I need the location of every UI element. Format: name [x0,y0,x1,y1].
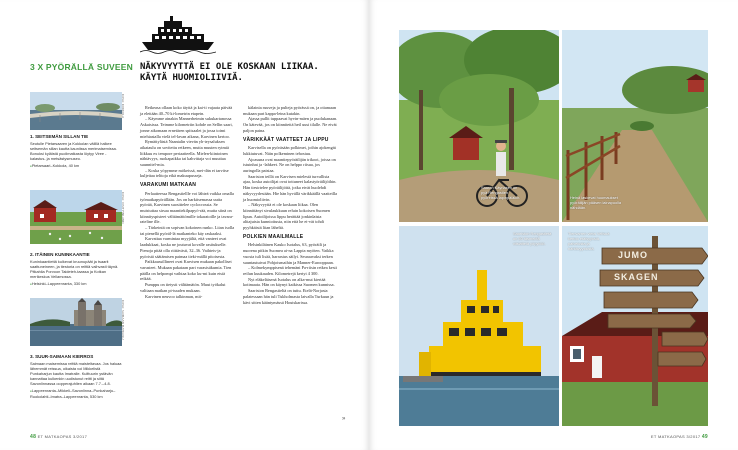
paragraph: Rymättylästä Naantalin vievän yh-teysaluksen aikataulu on sovitettu retkeen, mutta muuten rytmiä liikkuu ex tempore periaatteella. Mielen-kiintoinen nähtävyys, ruokapaikka tai kahvittaja voi muuttaa suunnitel-mia. [140,139,229,168]
cyclist-photo [399,30,559,222]
photo-caption: Saariston Rengastietä on 50 täsmektä viisiattelä yöpyköö. [513,231,552,246]
red-houses-photo [30,190,122,244]
fence-path-photo [562,30,708,222]
photo-credit-2: KUVA: VISIT FINLAND [121,192,125,224]
paragraph: Nyt eläkeläisenä Isotalus on alka-mut kiertää kotimaata. Hän on käynyt kaikissa Suomen kunnissa. [243,276,335,288]
sign-text: JUMO [618,250,649,260]
paragraph: – Kolmekymppisenä tehemäni Pa-riisin retkea kesti reilun kuukauden. Kilometrejä kertyi 4 300. [243,265,337,276]
route-title: 3. SUUR-SAIMAAN KIERROS [30,354,94,359]
route-description: Kuninkaantiettä kulkevat kruunupäät ja tsaarit saattuneineen, ja tiestoria on reittiä vaihvasti täynä. Pitkahlia Porvoon Taideteh-taassa ja Kotkan merikeskus Vellamossa. [30,258,119,279]
photo-credit-1: KUVA: KOKKOLA [121,94,125,118]
continue-mark: » [342,416,346,422]
bridge-photo [30,92,122,130]
paragraph: Paikkaussillineet ovat Karvisen mukaan pakolliset varusteet. Mukaan pakataan part varasisäkumia. Tien päälla on helpompi vaihtaa koko ku-mi kuin etsiä reikää. [140,259,232,282]
publication-name: ET MATKAOPAS 3/2017 [37,434,88,439]
paragraph: Saariston Rengastieltä on tuttu. Etelä-Norjasta palatessaan hän tuli Tukholmasta laivalla Turkuun ja kävi sitten kääntymässä Houtskarissa. [243,288,334,305]
paragraph: Karvisella on pyöräsään polkimet, joihin ajokengät lukkiutuvat. Näin polkeminen tehostuu. [243,145,336,156]
paragraph: Pumppu on tietysti välttämätön. Muut työkalut valitaan matkan pi-tuuden mukaan. [140,282,226,293]
footer-left [30,434,87,440]
route-distance: ● Helsinki–Lappeenranta, 330 km [30,281,122,287]
route-item-1 [30,134,122,169]
section-heading: POLKIEN MAAILMALLE [243,233,304,240]
article-headline: NÄKYVYYTTÄ EI OLE KOSKAAN LIIKAA. KÄYTÄ HUOMIOLIIVIÄ. [140,62,319,83]
page-number: 49 [701,434,708,440]
publication-name: ET MATKAOPAS 3/2017 [650,434,701,439]
article-column-2 [243,105,338,305]
paragraph: Karvinen neuvoo talkinman, mit- [145,293,203,299]
photo-caption: Tienvarren vieta Velisuä kertoo etäisyyksiä, palvelusta ja nähtävyyksistä. [568,231,610,251]
route-item-3 [30,354,122,399]
footer-right [651,434,708,440]
photo-caption: Saaren Käyriasen on pyä Rengastien pyöreissä lapinpäläkin. [481,185,521,200]
paragraph: Ajassa pullit tuppaavat hyvin-mäen ja puolukanaan. On kätevää, jos on kiinnitettä hetl uusi tilalle. Ne eivät paljon paina. [243,116,338,133]
page-number: 48 [30,434,37,440]
paragraph: – Näkyvyyttä ei ole koskaan liikaa. Olen kiinnittänyt sivulaukkuun reluin kokoisen Suomen lipun. Autoilijoissa lippu herättää jonkinlaista alitajuista kunnioitusta, niin että he ei-vät tohdi pyyhkäistä liian läheltä. [243,202,330,231]
paragraph: – Koska yöpymme mökeissä, mei-dän ei tarvitse kuljettaa telttoja eikä makuupusseja. [140,167,229,179]
paragraph: Karvattaa varmintaa myyjältä, että vanteet ovat laadukkaat, koska ne joutuvat kovalle rasitukselle. Pienoja pitää olla riittävästi, 32–36. Vaihteis-ja pyöristä säätämisen paimaa tieki-mällä pitoisesta. [140,236,227,259]
route-title: 1. SEITSEMÄN SILLAN TIE [30,134,89,139]
route-title: 2. ITÄINEN KUNINKAANTIE [30,252,90,257]
route-distance: ● Pietarsaari–Kokkola, 40 km [30,163,122,169]
sidebar-title: 3 X PYÖRÄLLÄ SUVEEN [30,62,133,72]
paragraph: Perlaatteessa Rengastiellle voi lähteä vaikka omalla työmatkapyörällään. Jos on harkitsemassa uutta pyörää, Karvinen suosittelee cyclocrossia. Se muistuttaa sirsaa maantiekilpapyö-rää, mutta siinä on kiinnityspisteet välttämättömille tokaratoille ja tavara-rateline ille. [140,190,234,225]
paragraph: kälainia ruuveja ja pulteja pyörässä on, ja ottamaan mukaan part kappa-leina kutakin. [243,105,337,116]
section-heading: VÄRIKKÄÄT VAATTEET JA LIPPU [243,136,329,143]
route-description: Saimaan maisemissa reittiä maisteltavaa. Jos haluaa lähemmät reissua, oikaista voi Mikkelistä Punkaharjun kautta Imatralle. Kulttuurin ystävän kannattaa kulkenkin uudistunut reitti ja siitä Savonlinnassa oopperajuhlien aikaan 7.7.–4.8. [30,360,122,386]
right-page [369,0,738,450]
route-description: Seutulle Pietarsaaren ja Kokkolan välillä halkee seitsemän sillan kautta kauniissa merimaisemissa. Bonuksi kyläistä puolimatkasta löytyy Viree - kalastus- ja metsästysmuseo. [30,140,117,161]
paragraph: – Tärkeintä on sopivan kokoinen runko. Liian isolla tai pienellä pyöräl-lä matkanteko käy raskaaksi. [140,225,235,236]
paragraph: – Käymme ainakin Mannerheimin sukukartanossa Askaisissa. Teimme kilometriin kohde on Sellin saari, jonne aikomaan ernetären spitsaalet ja jossa toimi miehiastalla vielä tel-lavan aikana, Karvinen kertoo. [140,116,233,139]
ferry-illustration [140,14,216,54]
paragraph: Ajoasuna ovat maantiepyöräilijän trikoot, joissa on istuinhat ja -lahkeet. Ne on helppo riisua, jos auringolla paistaa. [243,156,336,174]
photo-caption: Heinä laskevat huumaukset pyöräilijän pääsen lainapuolla nähdään. [570,195,622,210]
route-distance: ● Lappeenranta–Mikkeli–Savonlinna–Punkaharju–Ruokolahti–Imatra–Lappeenranta, 530 km [30,388,122,399]
yellow-ferry-photo [399,226,559,426]
paragraph: Helsinkiläinen Kauko Isotalus, 63, pyöräili ja nuorena pitkin Suomea ai-na Lappia myöten. Vaikka vuosia tuli lisää, harrastus säilyi. Seuraavaksi terken suuntautuivat Pohjoismaihin ja Manner-Eurooppaan. [243,242,334,265]
castle-photo [30,298,122,346]
photo-credit-3: KUVA: SAIMAAN MATKAILU [121,300,125,340]
route-item-2 [30,252,122,287]
signpost-photo [562,226,708,426]
section-heading: VARAKUMI MATKAAN [140,182,197,189]
article-column-1 [140,105,235,299]
sign-text: SKAGEN [614,272,659,282]
paragraph: Saariston teillä on Karvisen mielestä turvallista ajaa, koska autoilijat ovat tottuneet kalastyöräilijöihin. Hän tiesirtelee pyöräilijöitä, jotka eivät huolehdi näkyvyydestään. Hie hän hyvällä värikkäällä vaatteilla ja huomioliivin. [243,173,338,202]
paragraph: Retkeasa ollaan koko täyttä ja kai-ti vajaata päivää ja elettään 40–70 ki-lometrin etapein. [140,105,233,116]
